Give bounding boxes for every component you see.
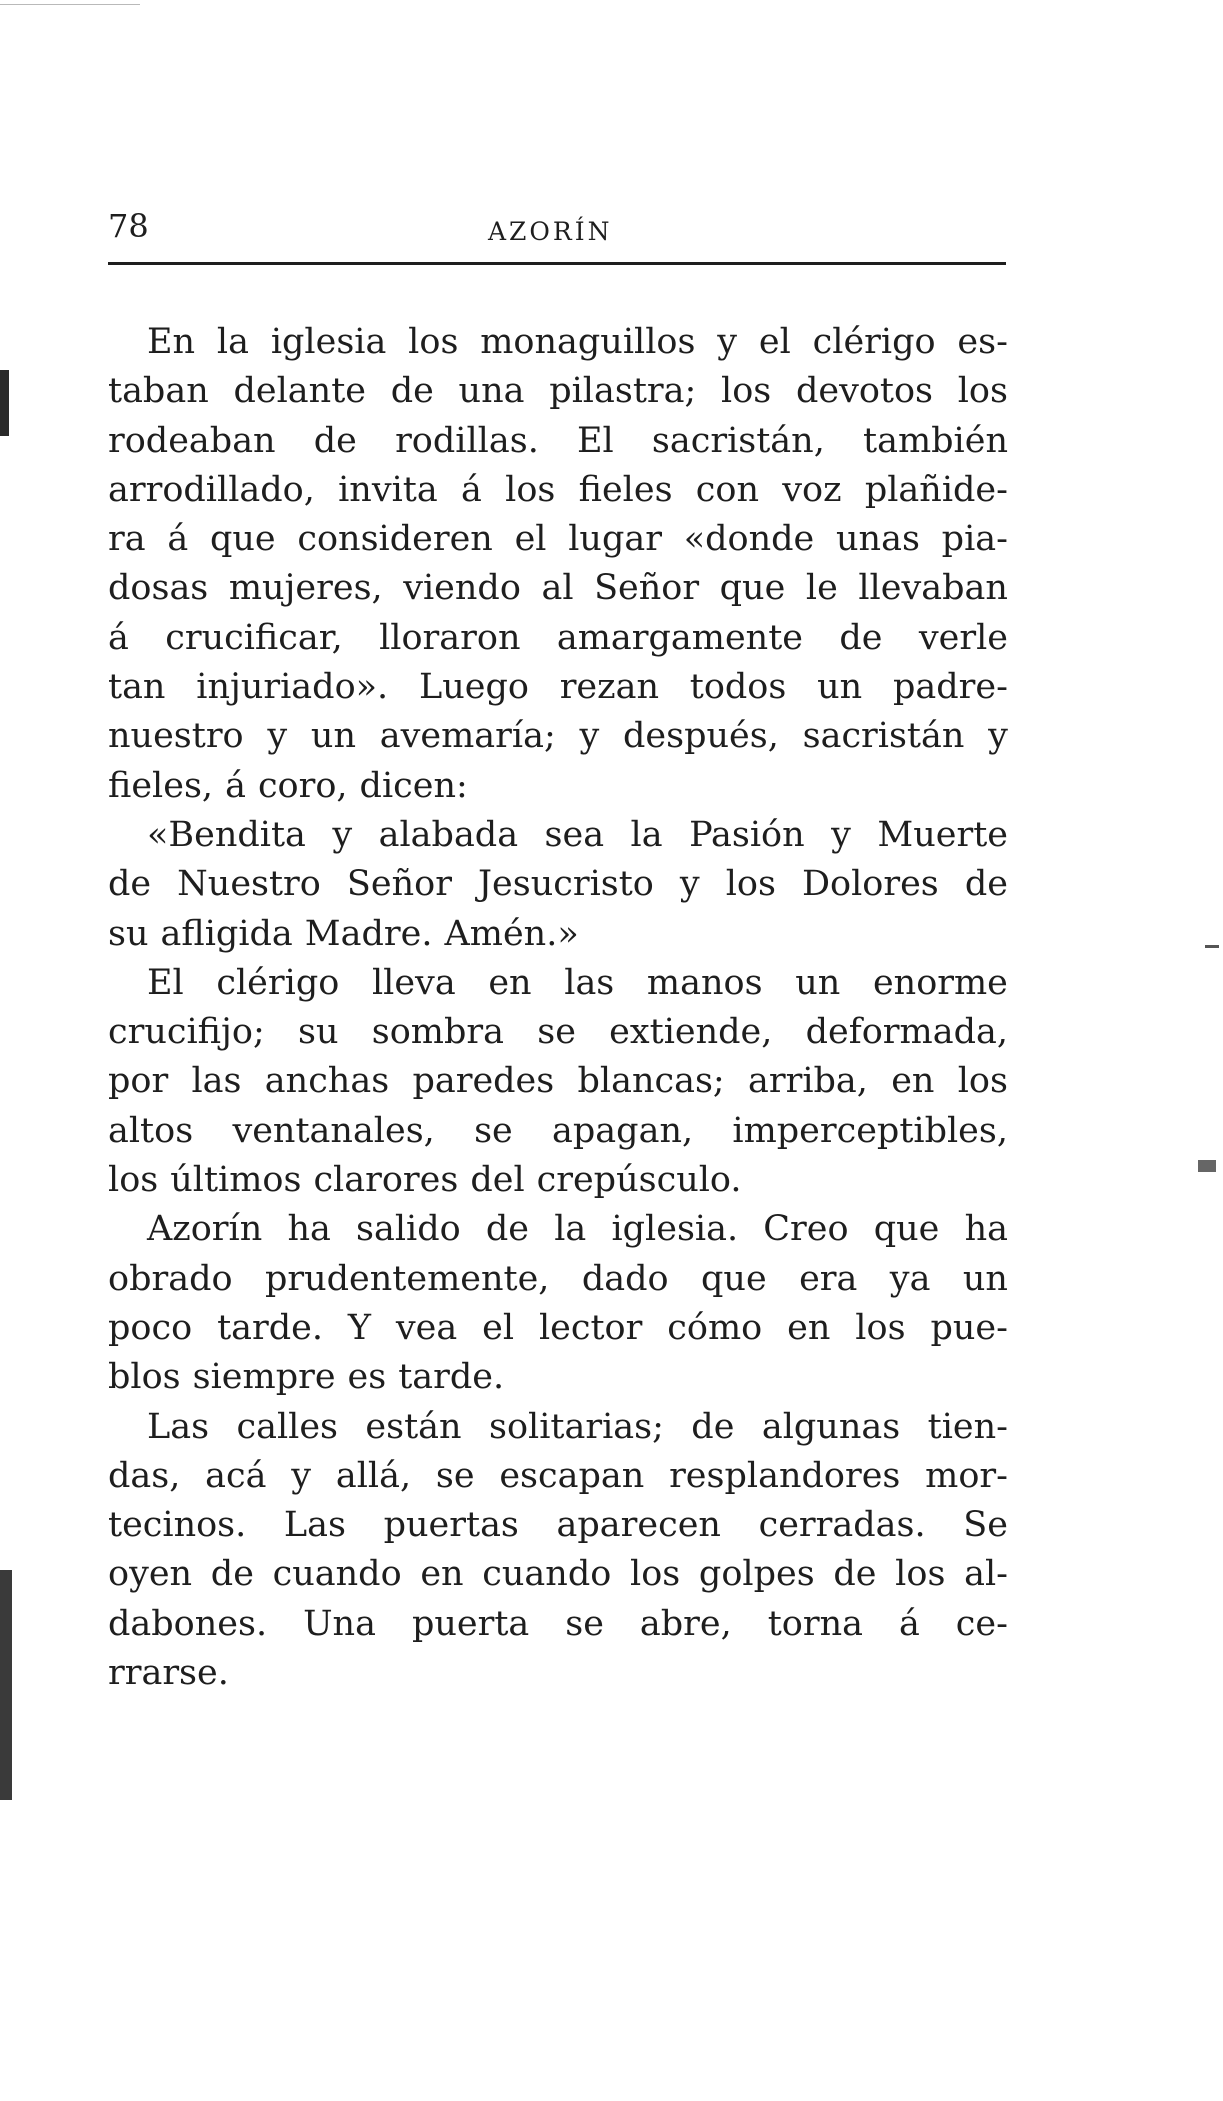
word: imperceptibles, [732, 1110, 1008, 1151]
word: ha [287, 1209, 331, 1250]
word: unas [836, 519, 920, 560]
word: los [630, 1554, 681, 1595]
word: ra [108, 519, 146, 560]
word: Señor [594, 568, 700, 609]
word: sea [544, 814, 605, 855]
word: después, [623, 716, 779, 757]
word: clérigo [216, 962, 340, 1003]
text-line [108, 1452, 1008, 1501]
text-line [108, 466, 1008, 515]
word: voz [782, 469, 842, 510]
word: ventanales, [232, 1110, 435, 1151]
word: los [957, 371, 1008, 412]
word: crucifijo; [108, 1012, 265, 1053]
word: los [725, 864, 776, 905]
word: los [721, 371, 772, 412]
word: un [795, 962, 841, 1003]
text-line [108, 811, 1008, 860]
word: rrarse. [108, 1653, 229, 1694]
word: se [474, 1110, 513, 1151]
word: Luego [418, 667, 529, 708]
text-line [108, 762, 1008, 811]
text-line [108, 1008, 1008, 1057]
word: de [964, 864, 1008, 905]
word: lector [538, 1307, 643, 1348]
word: dado [581, 1258, 669, 1299]
word: iglesia [270, 322, 387, 362]
text-line [108, 1649, 1008, 1698]
text-line [108, 1304, 1008, 1353]
word: deformada, [805, 1012, 1008, 1053]
word: y [831, 814, 851, 855]
word: están [365, 1406, 462, 1447]
word: sombra [371, 1012, 504, 1053]
word: una [458, 371, 525, 412]
word: invita [338, 469, 438, 510]
text-line [108, 367, 1008, 416]
word: «donde [683, 519, 815, 560]
word: el [482, 1307, 515, 1348]
body-text [108, 318, 1008, 1698]
word: de [390, 371, 434, 412]
word: dabones. [108, 1603, 268, 1644]
text-line [108, 614, 1008, 663]
word: ha [964, 1209, 1008, 1250]
word: de [313, 420, 357, 461]
word: Amén.» [444, 913, 579, 954]
word: cuando [482, 1554, 612, 1595]
word: Se [963, 1505, 1008, 1546]
binding-mark-top [0, 370, 9, 436]
word: mor- [925, 1455, 1008, 1496]
word: verle [918, 617, 1008, 658]
word: amargamente [556, 617, 804, 658]
text-line [108, 712, 1008, 761]
word: de [108, 864, 152, 905]
word: golpes [698, 1554, 815, 1595]
word: solitarias; [488, 1406, 664, 1447]
word: allá, [335, 1455, 412, 1496]
word: al- [964, 1554, 1008, 1595]
text-line [108, 860, 1008, 909]
word: el [514, 519, 547, 560]
word: Nuestro [177, 864, 321, 905]
word: los [108, 1160, 159, 1201]
word: á [461, 469, 482, 510]
word: un [962, 1258, 1008, 1299]
word: poco [108, 1307, 193, 1348]
word: puerta [411, 1603, 530, 1644]
word: lloraron [379, 617, 521, 658]
word: que [209, 519, 276, 560]
text-line [108, 1353, 1008, 1402]
word: afligida [160, 913, 293, 954]
word: á [108, 617, 129, 658]
word: blos [108, 1357, 181, 1398]
text-line [108, 1255, 1008, 1304]
word: últimos [170, 1160, 302, 1201]
word: apagan, [552, 1110, 694, 1151]
word: á [167, 519, 189, 560]
word: cerradas. [758, 1505, 926, 1546]
word: los [957, 1061, 1008, 1102]
word: arriba, [748, 1061, 868, 1102]
word: pue- [930, 1307, 1008, 1348]
word: crucificar, [165, 617, 343, 658]
word: delante [233, 371, 366, 412]
word: torna [767, 1603, 863, 1644]
word: Las [283, 1505, 346, 1546]
word: devotos [795, 371, 934, 412]
text-line [108, 959, 1008, 1008]
text-line [108, 318, 1008, 367]
text-line [108, 1501, 1008, 1550]
word: la [630, 814, 663, 855]
text-line [108, 1057, 1008, 1106]
word: altos [108, 1110, 194, 1151]
word: de [485, 1209, 530, 1250]
word: de [833, 1554, 877, 1595]
text-line [108, 1600, 1008, 1649]
word: prudentemente, [264, 1258, 550, 1299]
word: y [679, 864, 700, 905]
word: Pasión [689, 814, 805, 855]
text-line [108, 515, 1008, 564]
word: monaguillos [480, 322, 696, 362]
word: los [408, 322, 459, 362]
word: en [488, 962, 532, 1003]
word: consideren [297, 519, 493, 560]
word: Azorín [147, 1209, 263, 1250]
word: Una [303, 1603, 376, 1644]
word: sacristán [802, 716, 965, 757]
word: la [554, 1209, 587, 1250]
word: manos [646, 962, 763, 1003]
word: Y [347, 1307, 371, 1348]
word: puertas [383, 1505, 519, 1546]
word: y [717, 322, 738, 362]
word: Señor [346, 864, 452, 905]
word: anchas [264, 1061, 390, 1102]
word: es [347, 1357, 387, 1398]
word: los [895, 1554, 946, 1595]
word: avemaría; [379, 716, 556, 757]
word: y [988, 716, 1008, 757]
word: lleva [371, 962, 456, 1003]
word: en [787, 1307, 831, 1348]
word: era [799, 1258, 858, 1299]
word: sacristán, [651, 420, 825, 461]
word: coro, [257, 765, 348, 806]
word: se [435, 1455, 475, 1496]
word: en [891, 1061, 935, 1102]
word: su [108, 913, 149, 954]
word: el [758, 322, 791, 362]
word: por [108, 1061, 169, 1102]
word: oyen [108, 1554, 193, 1595]
running-head [108, 196, 1008, 256]
word: viendo [403, 568, 521, 609]
word: cuando [272, 1554, 402, 1595]
word: nuestro [108, 716, 244, 757]
word: se [565, 1603, 604, 1644]
word: que [873, 1209, 940, 1250]
word: ce- [955, 1603, 1008, 1644]
word: algunas [761, 1406, 901, 1447]
word: también [863, 420, 1008, 461]
word: es- [957, 322, 1008, 362]
word: iglesia. [611, 1209, 739, 1250]
word: de [691, 1406, 735, 1447]
word: un [817, 667, 863, 708]
word: clarores [313, 1160, 459, 1201]
top-edge-rule [0, 4, 140, 5]
text-line [108, 1156, 1008, 1205]
word: El [577, 420, 614, 461]
word: El [147, 962, 184, 1003]
word: se [537, 1012, 576, 1053]
word: extiende, [609, 1012, 773, 1053]
text-line [108, 1107, 1008, 1156]
word: á [225, 765, 246, 806]
word: alabada [378, 814, 519, 855]
word: enorme [872, 962, 1008, 1003]
text-line [108, 663, 1008, 712]
word: obrado [108, 1258, 233, 1299]
header-rule [108, 262, 1006, 265]
word: dosas [108, 568, 209, 609]
word: vea [395, 1307, 458, 1348]
word: rezan [559, 667, 659, 708]
word: crepúsculo. [536, 1160, 742, 1201]
word: paredes [412, 1061, 555, 1102]
text-line [108, 910, 1008, 959]
word: dicen: [359, 765, 468, 806]
word: tien- [927, 1406, 1008, 1447]
word: pilastra; [549, 371, 697, 412]
word: todos [689, 667, 787, 708]
word: mujeres, [228, 568, 383, 609]
text-line [108, 1205, 1008, 1254]
word: á [898, 1603, 920, 1644]
word: aparecen [556, 1505, 721, 1546]
word: calles [236, 1406, 339, 1447]
word: un [310, 716, 356, 757]
margin-speck [1205, 945, 1219, 948]
word: clérigo [812, 322, 936, 362]
word: y [579, 716, 600, 757]
word: y [332, 814, 353, 855]
text-line [108, 417, 1008, 466]
word: al [541, 568, 574, 609]
word: rodeaban [108, 420, 276, 461]
word: taban [108, 371, 209, 412]
word: blancas; [577, 1061, 725, 1102]
word: ya [889, 1258, 931, 1299]
word: tecinos. [108, 1505, 247, 1546]
word: le [805, 568, 838, 609]
word: que [719, 568, 786, 609]
word: cómo [667, 1307, 763, 1348]
word: Jesucristo [477, 864, 654, 905]
word: resplandores [669, 1455, 901, 1496]
word: las [191, 1061, 242, 1102]
word: padre- [892, 667, 1008, 708]
word: tan [108, 667, 166, 708]
binding-mark-bottom [0, 1570, 12, 1800]
word: Madre. [304, 913, 433, 954]
text-line [108, 564, 1008, 613]
word: pia- [941, 519, 1008, 560]
word: de [210, 1554, 254, 1595]
word: fieles [578, 469, 673, 510]
word: en [420, 1554, 464, 1595]
word: salido [356, 1209, 461, 1250]
word: y [291, 1455, 312, 1496]
word: abre, [639, 1603, 732, 1644]
word: Creo [763, 1209, 849, 1250]
word: acá [205, 1455, 267, 1496]
text-line [108, 1403, 1008, 1452]
text-line [108, 1550, 1008, 1599]
word: llevaban [858, 568, 1008, 609]
word: Dolores [801, 864, 939, 905]
word: los [505, 469, 556, 510]
page-number: 78 [108, 207, 149, 245]
word: arrodillado, [108, 469, 315, 510]
word: del [470, 1160, 525, 1201]
word: injuriado». [196, 667, 389, 708]
word: los [855, 1307, 906, 1348]
word: Muerte [877, 814, 1008, 855]
word: En [147, 322, 196, 362]
word: Las [147, 1406, 210, 1447]
word: das, [108, 1455, 181, 1496]
running-head-author: AZORÍN [488, 217, 613, 246]
word: con [695, 469, 760, 510]
word: lugar [568, 519, 662, 560]
word: rodillas. [395, 420, 539, 461]
word: tarde. [217, 1307, 323, 1348]
margin-speck [1198, 1160, 1216, 1172]
word: las [564, 962, 615, 1003]
word: la [216, 322, 249, 362]
word: y [267, 716, 288, 757]
word: tarde. [398, 1357, 505, 1398]
word: fieles, [108, 765, 214, 806]
word: plañide- [864, 469, 1008, 510]
word: «Bendita [147, 814, 306, 855]
word: escapan [499, 1455, 645, 1496]
word: que [701, 1258, 767, 1299]
word: de [839, 617, 883, 658]
word: siempre [192, 1357, 336, 1398]
word: su [297, 1012, 339, 1053]
